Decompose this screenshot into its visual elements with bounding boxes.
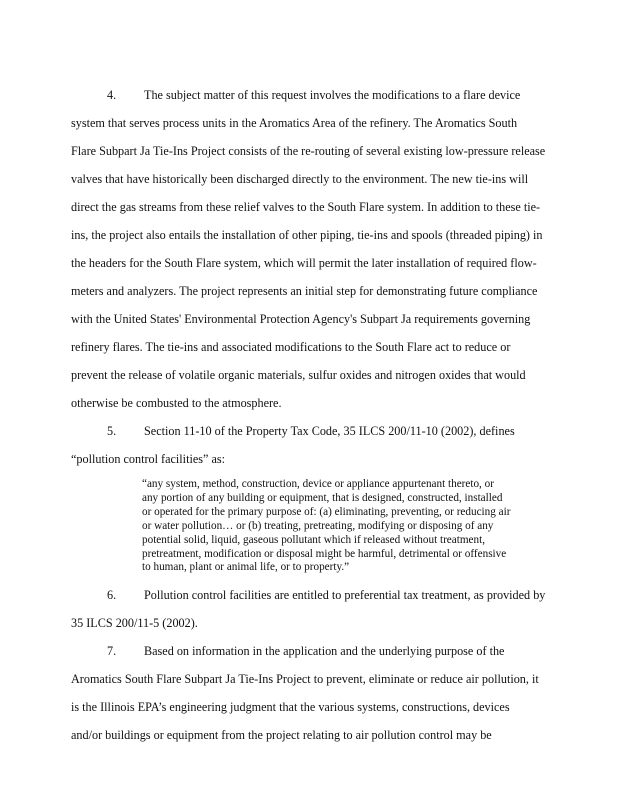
paragraph-4-line: otherwise be combusted to the atmosphere.	[71, 396, 282, 410]
paragraph-4-line: refinery flares. The tie-ins and associated modifications to the South Flare act to reduce or	[71, 340, 511, 354]
quote-line: any portion of any building or equipment, that is designed, constructed, installed	[142, 491, 503, 504]
paragraph-6-line: 35 ILCS 200/11-5 (2002).	[71, 616, 198, 630]
quote-line: or water pollution… or (b) treating, pretreating, modifying or disposing of any	[142, 519, 494, 532]
quote-line: or operated for the primary purpose of: (a) eliminating, preventing, or reducing air	[142, 505, 511, 518]
paragraph-7-text: Based on information in the application and the underlying purpose of the	[144, 644, 505, 658]
paragraph-6-text: Pollution control facilities are entitled to preferential tax treatment, as provided by	[144, 588, 546, 602]
paragraph-5-line: “pollution control facilities” as:	[71, 452, 225, 466]
paragraph-7-line: is the Illinois EPA’s engineering judgment that the various systems, constructions, devices	[71, 700, 510, 714]
paragraph-4-line: Flare Subpart Ja Tie-Ins Project consists of the re-routing of several existing low-pressure release	[71, 144, 546, 158]
paragraph-4-line: prevent the release of volatile organic materials, sulfur oxides and nitrogen oxides that would	[71, 368, 526, 382]
paragraph-7-number: 7.	[107, 644, 117, 658]
paragraph-4-line: the headers for the South Flare system, which will permit the later installation of required flow-	[71, 256, 537, 270]
paragraph-4-line: valves that have historically been discharged directly to the environment. The new tie-ins will	[71, 172, 529, 186]
paragraph-5-text: Section 11-10 of the Property Tax Code, 35 ILCS 200/11-10 (2002), defines	[144, 424, 515, 438]
quote-line: pretreatment, modification or disposal might be harmful, detrimental or offensive	[142, 547, 507, 560]
paragraph-4-line: system that serves process units in the Aromatics Area of the refinery. The Aromatics South	[71, 116, 518, 130]
quote-line: to human, plant or animal life, or to property.”	[142, 561, 350, 574]
paragraph-4-line: meters and analyzers. The project represents an initial step for demonstrating future compliance	[71, 284, 538, 298]
paragraph-4-line: with the United States' Environmental Protection Agency's Subpart Ja requirements governing	[71, 312, 531, 326]
paragraph-5-number: 5.	[107, 424, 117, 438]
paragraph-4-line: direct the gas streams from these relief valves to the South Flare system. In addition to these tie-	[71, 200, 541, 214]
paragraph-4-number: 4.	[107, 88, 117, 102]
quote-line: “any system, method, construction, device or appliance appurtenant thereto, or	[142, 478, 494, 490]
paragraph-7-line: Aromatics South Flare Subpart Ja Tie-Ins Project to prevent, eliminate or reduce air pollution, it	[71, 672, 539, 686]
paragraph-6-number: 6.	[107, 588, 117, 602]
block-quote	[142, 478, 542, 575]
paragraph-4-line: ins, the project also entails the installation of other piping, tie-ins and spools (threaded piping) in	[71, 228, 543, 242]
paragraph-4-text: The subject matter of this request involves the modifications to a flare device	[144, 88, 521, 102]
quote-line: potential solid, liquid, gaseous pollutant which if released without treatment,	[142, 533, 486, 546]
paragraph-7-line: and/or buildings or equipment from the project relating to air pollution control may be	[71, 728, 492, 742]
